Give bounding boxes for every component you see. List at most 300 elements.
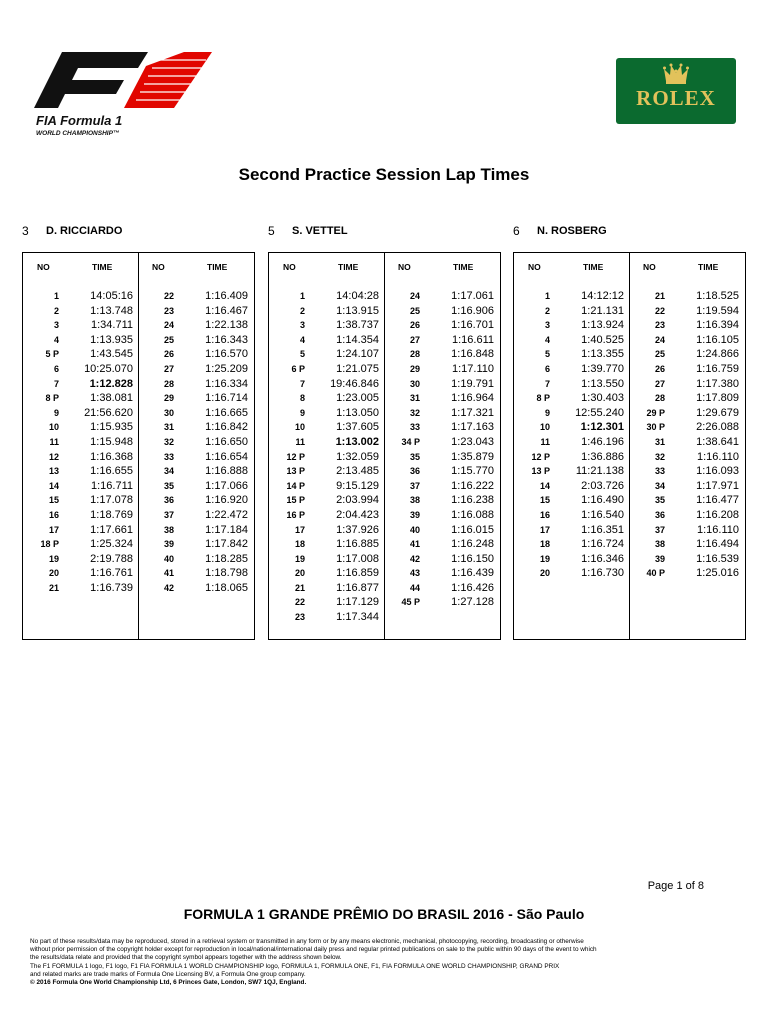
lap-row xyxy=(514,524,629,539)
svg-text:FIA Formula 1: FIA Formula 1 xyxy=(36,113,123,128)
lap-row xyxy=(514,436,629,451)
lap-time: 1:16.711 xyxy=(90,479,133,492)
lap-time: 1:21.131 xyxy=(581,304,624,317)
lap-row xyxy=(138,363,253,378)
lap-number: 2 xyxy=(53,305,59,316)
lap-row xyxy=(514,480,629,495)
driver-name: D. RICCIARDO xyxy=(46,225,123,237)
lap-number: 35 xyxy=(409,451,420,462)
lap-time: 1:17.344 xyxy=(336,611,379,624)
lap-number: 29 xyxy=(163,393,174,404)
lap-row xyxy=(138,524,253,539)
lap-row xyxy=(629,567,744,582)
lap-row xyxy=(269,421,384,436)
lap-time: 1:15.935 xyxy=(90,421,133,434)
lap-column xyxy=(269,290,384,626)
lap-time: 12:55.240 xyxy=(575,406,624,419)
lap-time: 1:23.005 xyxy=(336,392,379,405)
lap-number: 23 xyxy=(654,320,665,331)
lap-row xyxy=(514,494,629,509)
lap-time: 1:18.525 xyxy=(696,290,739,302)
lap-number: 37 xyxy=(409,480,420,491)
header-no: NO xyxy=(643,262,656,272)
lap-row xyxy=(138,451,253,466)
lap-number: 35 xyxy=(163,480,174,491)
lap-time: 1:16.885 xyxy=(336,538,379,551)
lap-time: 1:16.467 xyxy=(205,304,248,317)
lap-number: 13 P xyxy=(286,466,305,477)
lap-time: 1:18.798 xyxy=(205,567,248,580)
lap-row xyxy=(384,509,499,524)
lap-time: 1:17.661 xyxy=(90,523,133,536)
lap-time: 1:21.075 xyxy=(336,362,379,375)
lap-time: 1:16.477 xyxy=(696,494,739,507)
lap-row xyxy=(514,392,629,407)
lap-time: 1:16.343 xyxy=(205,333,248,346)
lap-time: 1:16.093 xyxy=(696,465,739,478)
lap-row-fastest xyxy=(269,436,384,451)
lap-number: 39 xyxy=(654,553,665,564)
lap-row xyxy=(269,465,384,480)
lap-row xyxy=(384,436,499,451)
lap-number: 10 xyxy=(294,422,305,433)
lap-number: 10 xyxy=(48,422,59,433)
lap-time: 1:16.920 xyxy=(205,494,248,507)
lap-row xyxy=(23,509,138,524)
lap-number: 4 xyxy=(53,334,59,345)
lap-number: 24 xyxy=(409,291,420,301)
lap-times-table xyxy=(513,252,746,640)
lap-number: 30 P xyxy=(646,422,665,433)
lap-row xyxy=(629,465,744,480)
lap-row xyxy=(269,290,384,305)
lap-time: 1:35.879 xyxy=(451,450,494,463)
lap-time: 1:16.906 xyxy=(451,304,494,317)
lap-row xyxy=(23,582,138,597)
lap-row xyxy=(384,451,499,466)
lap-row xyxy=(514,348,629,363)
lap-number: 15 xyxy=(48,495,59,506)
lap-time: 1:18.065 xyxy=(205,581,248,594)
lap-time: 1:13.748 xyxy=(90,304,133,317)
lap-number: 33 xyxy=(654,466,665,477)
lap-time: 1:16.665 xyxy=(205,406,248,419)
lap-time: 1:25.016 xyxy=(696,567,739,580)
lap-time: 1:39.770 xyxy=(581,362,624,375)
f1-logo-mark xyxy=(28,48,218,140)
header-no: NO xyxy=(283,262,296,272)
lap-time: 1:16.015 xyxy=(451,523,494,536)
lap-row xyxy=(384,319,499,334)
lap-row xyxy=(514,305,629,320)
lap-row xyxy=(138,421,253,436)
lap-number: 2 xyxy=(544,305,550,316)
lap-number: 19 xyxy=(294,553,305,564)
lap-row xyxy=(23,334,138,349)
lap-row xyxy=(629,538,744,553)
lap-number: 18 P xyxy=(40,539,59,550)
lap-time: 1:16.494 xyxy=(696,538,739,551)
lap-number: 29 xyxy=(409,363,420,374)
lap-number: 1 xyxy=(544,291,550,301)
lap-time: 1:38.081 xyxy=(90,392,133,405)
lap-time: 2:04.423 xyxy=(336,508,379,521)
lap-number: 8 xyxy=(299,393,305,404)
lap-time: 11:21.138 xyxy=(575,465,624,478)
lap-row xyxy=(629,378,744,393)
lap-row xyxy=(138,290,253,305)
lap-time: 1:16.730 xyxy=(581,567,624,580)
lap-time: 1:16.351 xyxy=(581,523,624,536)
driver-block xyxy=(268,222,501,624)
lap-number: 20 xyxy=(48,568,59,579)
lap-row xyxy=(384,582,499,597)
lap-time: 1:14.354 xyxy=(336,333,379,346)
lap-row xyxy=(629,494,744,509)
lap-row xyxy=(514,363,629,378)
header-no: NO xyxy=(152,262,165,272)
lap-times-table xyxy=(22,252,255,640)
lap-time: 1:22.138 xyxy=(205,319,248,332)
lap-time: 1:16.539 xyxy=(696,552,739,565)
lap-time: 1:25.324 xyxy=(90,538,133,551)
lap-row xyxy=(23,290,138,305)
lap-number: 32 xyxy=(409,407,420,418)
lap-number: 36 xyxy=(654,509,665,520)
lap-number: 38 xyxy=(409,495,420,506)
lap-number: 28 xyxy=(163,378,174,389)
lap-time: 1:19.594 xyxy=(696,304,739,317)
lap-row xyxy=(269,509,384,524)
lap-row xyxy=(629,480,744,495)
lap-number: 5 xyxy=(544,349,550,360)
lap-column xyxy=(514,290,629,582)
lap-time: 2:13.485 xyxy=(336,465,379,478)
driver-header xyxy=(268,222,501,242)
lap-time: 1:17.163 xyxy=(451,421,494,434)
lap-number: 22 xyxy=(654,305,665,316)
lap-time: 1:16.368 xyxy=(90,450,133,463)
lap-number: 17 xyxy=(539,524,550,535)
lap-number: 31 xyxy=(409,393,420,404)
lap-number: 34 P xyxy=(401,436,420,447)
lap-time: 2:19.788 xyxy=(90,552,133,565)
page-title: Second Practice Session Lap Times xyxy=(238,165,530,184)
lap-time: 1:13.935 xyxy=(90,333,133,346)
lap-time: 1:16.701 xyxy=(451,319,494,332)
lap-row xyxy=(23,305,138,320)
lap-time: 1:16.842 xyxy=(205,421,248,434)
lap-number: 11 xyxy=(49,436,59,447)
lap-time: 1:27.128 xyxy=(451,596,494,609)
lap-number: 24 xyxy=(163,320,174,331)
rolex-wordmark: ROLEX xyxy=(636,86,716,110)
lap-time: 1:16.714 xyxy=(205,392,248,405)
lap-number: 26 xyxy=(654,363,665,374)
lap-row xyxy=(269,524,384,539)
lap-time: 1:16.964 xyxy=(451,392,494,405)
header-time: TIME xyxy=(207,262,228,272)
lap-number: 24 xyxy=(654,334,665,345)
lap-number: 3 xyxy=(53,320,59,331)
lap-column xyxy=(384,290,499,611)
lap-time: 1:17.321 xyxy=(451,406,494,419)
disclaimer-line: No part of these results/data may be reproduced, stored in a retrieval system or transmitted in any form or by any means electronic, mechanical, photocopying, recording, broadcasting or otherwise xyxy=(30,938,584,945)
lap-number: 37 xyxy=(654,524,665,535)
lap-time: 1:17.110 xyxy=(451,362,494,375)
lap-row xyxy=(138,392,253,407)
lap-number: 5 xyxy=(299,349,305,360)
lap-row xyxy=(629,451,744,466)
lap-number: 27 xyxy=(409,334,420,345)
lap-row xyxy=(514,378,629,393)
lap-time: 1:17.066 xyxy=(205,479,248,492)
lap-time: 1:40.525 xyxy=(581,333,624,346)
disclaimer-line: the results/data relate and provided that the copyright symbol appears together with the address shown below. xyxy=(30,954,342,962)
lap-number: 8 P xyxy=(45,393,59,404)
lap-time: 2:03.994 xyxy=(336,494,379,507)
lap-row xyxy=(138,348,253,363)
lap-row xyxy=(384,567,499,582)
lap-time: 2:03.726 xyxy=(581,479,624,492)
lap-number: 5 P xyxy=(45,349,59,360)
lap-number: 23 xyxy=(163,305,174,316)
lap-row xyxy=(384,305,499,320)
lap-row xyxy=(384,392,499,407)
lap-time: 1:16.761 xyxy=(90,567,133,580)
event-title: FORMULA 1 GRANDE PRÊMIO DO BRASIL 2016 - São Paulo xyxy=(183,906,585,922)
lap-number: 23 xyxy=(294,612,305,623)
lap-number: 19 xyxy=(48,553,59,564)
header-time: TIME xyxy=(338,262,359,272)
lap-time: 1:36.886 xyxy=(581,450,624,463)
lap-number: 7 xyxy=(299,378,305,389)
lap-row xyxy=(514,509,629,524)
lap-number: 38 xyxy=(163,524,174,535)
lap-time: 19:46.846 xyxy=(330,377,379,390)
lap-time: 1:16.724 xyxy=(581,538,624,551)
lap-row xyxy=(514,319,629,334)
lap-number: 12 P xyxy=(531,451,550,462)
lap-time: 1:38.641 xyxy=(696,435,739,448)
lap-row xyxy=(138,553,253,568)
lap-number: 21 xyxy=(654,291,665,301)
lap-number: 27 xyxy=(654,378,665,389)
lap-time: 1:30.403 xyxy=(581,392,624,405)
lap-time: 1:25.209 xyxy=(205,362,248,375)
lap-row xyxy=(23,480,138,495)
lap-time: 14:04:28 xyxy=(336,290,379,302)
lap-row xyxy=(514,567,629,582)
lap-number: 19 xyxy=(539,553,550,564)
lap-number: 17 xyxy=(294,524,305,535)
lap-row xyxy=(138,436,253,451)
lap-number: 27 xyxy=(163,363,174,374)
lap-time: 1:16.654 xyxy=(205,450,248,463)
lap-number: 44 xyxy=(409,582,420,593)
lap-number: 34 xyxy=(163,466,174,477)
lap-number: 38 xyxy=(654,539,665,550)
copyright-line: © 2016 Formula One World Championship Ltd, 6 Princes Gate, London, SW7 1QJ, England. xyxy=(30,979,307,987)
lap-number: 9 xyxy=(53,407,59,418)
lap-number: 40 xyxy=(409,524,420,535)
lap-row xyxy=(269,363,384,378)
lap-row xyxy=(384,465,499,480)
lap-time: 1:23.043 xyxy=(451,435,494,448)
lap-time: 1:24.107 xyxy=(336,348,379,361)
lap-time: 1:16.110 xyxy=(696,450,739,463)
lap-row xyxy=(269,582,384,597)
driver-name: S. VETTEL xyxy=(292,225,348,237)
lap-number: 26 xyxy=(409,320,420,331)
lap-number: 33 xyxy=(409,422,420,433)
lap-number: 30 xyxy=(163,407,174,418)
lap-number: 16 xyxy=(539,509,550,520)
rolex-logo xyxy=(616,58,736,124)
lap-row xyxy=(384,524,499,539)
lap-number: 13 P xyxy=(531,466,550,477)
lap-row xyxy=(138,465,253,480)
lap-number: 3 xyxy=(544,320,550,331)
lap-row xyxy=(23,392,138,407)
lap-number: 11 xyxy=(295,436,305,447)
lap-time: 1:34.711 xyxy=(90,319,133,332)
lap-times-table xyxy=(268,252,501,640)
lap-number: 6 xyxy=(544,363,550,374)
lap-time: 1:13.924 xyxy=(581,319,624,332)
lap-number: 31 xyxy=(654,436,665,447)
header-no: NO xyxy=(398,262,411,272)
lap-row xyxy=(514,451,629,466)
lap-row xyxy=(384,348,499,363)
lap-time: 1:17.129 xyxy=(336,596,379,609)
lap-number: 8 P xyxy=(536,393,550,404)
lap-time: 1:16.859 xyxy=(336,567,379,580)
lap-column xyxy=(23,290,138,596)
lap-time: 1:16.759 xyxy=(696,362,739,375)
lap-row xyxy=(269,538,384,553)
lap-time: 1:16.877 xyxy=(336,581,379,594)
lap-row xyxy=(138,407,253,422)
lap-number: 1 xyxy=(299,291,305,301)
lap-time: 1:16.439 xyxy=(451,567,494,580)
lap-number: 1 xyxy=(53,291,59,301)
lap-number: 40 xyxy=(163,553,174,564)
lap-time: 1:13.050 xyxy=(336,406,379,419)
lap-time: 1:16.222 xyxy=(451,479,494,492)
lap-number: 40 P xyxy=(646,568,665,579)
lap-time: 1:16.426 xyxy=(451,581,494,594)
lap-row xyxy=(514,553,629,568)
crown-icon xyxy=(663,63,689,85)
lap-row xyxy=(269,348,384,363)
disclaimer-line: The F1 FORMULA 1 logo, F1 logo, F1 FIA FORMULA 1 WORLD CHAMPIONSHIP logo, FORMULA 1, FORMULA ONE, F1, FIA FORMULA ONE WORLD CHAMPIONSHIP, GRAND PRIX xyxy=(30,962,560,970)
lap-number: 10 xyxy=(539,422,550,433)
lap-number: 15 xyxy=(539,495,550,506)
lap-row xyxy=(23,567,138,582)
lap-number: 41 xyxy=(409,539,420,550)
lap-row xyxy=(269,567,384,582)
lap-number: 43 xyxy=(409,568,420,579)
lap-number: 21 xyxy=(294,582,305,593)
lap-number: 35 xyxy=(654,495,665,506)
lap-time: 1:17.008 xyxy=(336,552,379,565)
lap-time: 1:43.545 xyxy=(90,348,133,361)
lap-time: 1:16.394 xyxy=(696,319,739,332)
lap-time: 1:16.150 xyxy=(451,552,494,565)
lap-time: 21:56.620 xyxy=(84,406,133,419)
lap-time: 1:29.679 xyxy=(696,406,739,419)
lap-number: 9 xyxy=(299,407,305,418)
car-number: 3 xyxy=(22,224,29,238)
header-no: NO xyxy=(37,262,50,272)
lap-time: 1:16.888 xyxy=(205,465,248,478)
lap-time: 1:13.915 xyxy=(336,304,379,317)
lap-time: 1:17.842 xyxy=(205,538,248,551)
lap-number: 12 xyxy=(48,451,59,462)
lap-time: 1:19.791 xyxy=(451,377,494,390)
lap-row xyxy=(629,348,744,363)
lap-row xyxy=(384,596,499,611)
lap-time: 1:15.948 xyxy=(90,435,133,448)
lap-time: 1:16.105 xyxy=(696,333,739,346)
lap-time: 1:13.355 xyxy=(581,348,624,361)
lap-number: 16 xyxy=(48,509,59,520)
lap-number: 34 xyxy=(654,480,665,491)
lap-row xyxy=(23,524,138,539)
lap-row xyxy=(629,436,744,451)
lap-time: 1:22.472 xyxy=(205,508,248,521)
lap-row xyxy=(514,407,629,422)
lap-row xyxy=(23,538,138,553)
lap-time: 1:17.380 xyxy=(696,377,739,390)
lap-row xyxy=(269,378,384,393)
lap-number: 39 xyxy=(409,509,420,520)
header-time: TIME xyxy=(698,262,719,272)
lap-time: 10:25.070 xyxy=(84,362,133,375)
disclaimer xyxy=(30,938,740,987)
lap-row xyxy=(384,553,499,568)
lap-number: 45 P xyxy=(401,597,420,608)
lap-number: 6 xyxy=(53,363,59,374)
lap-time: 1:18.285 xyxy=(205,552,248,565)
lap-row xyxy=(629,363,744,378)
lap-row xyxy=(269,494,384,509)
lap-time: 14:05:16 xyxy=(90,290,133,302)
lap-row xyxy=(629,334,744,349)
svg-text:WORLD CHAMPIONSHIP™: WORLD CHAMPIONSHIP™ xyxy=(36,130,120,137)
lap-time: 1:17.971 xyxy=(696,479,739,492)
lap-time: 1:16.570 xyxy=(205,348,248,361)
lap-row xyxy=(23,363,138,378)
lap-time: 1:16.611 xyxy=(451,333,494,346)
lap-row xyxy=(384,538,499,553)
lap-row xyxy=(23,494,138,509)
lap-row-fastest xyxy=(514,421,629,436)
lap-row xyxy=(138,567,253,582)
lap-number: 25 xyxy=(654,349,665,360)
lap-row-fastest xyxy=(23,378,138,393)
disclaimer-line: without prior permission of the copyright holder except for reproduction in local/national/international daily press and regular printed publications on sale to the public within 90 days of the event to which xyxy=(30,946,597,954)
lap-row xyxy=(269,596,384,611)
lap-time: 1:16.334 xyxy=(205,377,248,390)
lap-row xyxy=(23,319,138,334)
lap-row xyxy=(23,436,138,451)
driver-header xyxy=(22,222,255,242)
lap-time: 1:16.655 xyxy=(90,465,133,478)
lap-number: 32 xyxy=(163,436,174,447)
lap-number: 42 xyxy=(409,553,420,564)
